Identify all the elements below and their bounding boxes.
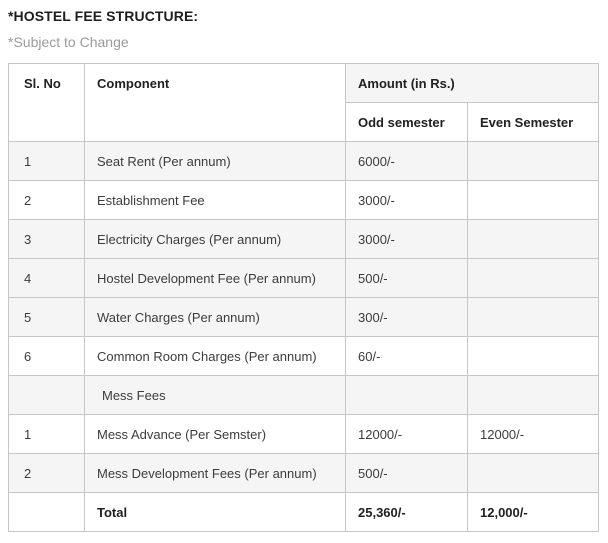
- cell-sl-no: 6: [9, 337, 85, 376]
- cell-sl-no: 5: [9, 298, 85, 337]
- col-header-component: Component: [85, 64, 346, 142]
- cell-even-amount: [468, 298, 599, 337]
- cell-component: Hostel Development Fee (Per annum): [85, 259, 346, 298]
- cell-sl-no: 1: [9, 142, 85, 181]
- cell-sl-no: 2: [9, 181, 85, 220]
- cell-sl-no: [9, 493, 85, 532]
- cell-even-amount: 12,000/-: [468, 493, 599, 532]
- cell-even-amount: [468, 181, 599, 220]
- col-header-amount-group: Amount (in Rs.): [346, 64, 599, 103]
- cell-sl-no: [9, 376, 85, 415]
- table-row-total: [9, 493, 599, 532]
- table-row-electricity-charges: [9, 220, 599, 259]
- col-header-odd-semester: Odd semester: [346, 103, 468, 142]
- cell-odd-amount: [346, 376, 468, 415]
- cell-component: Mess Fees: [85, 376, 346, 415]
- cell-even-amount: [468, 259, 599, 298]
- cell-component: Seat Rent (Per annum): [85, 142, 346, 181]
- page-subtitle: *Subject to Change: [8, 34, 129, 50]
- cell-odd-amount: 60/-: [346, 337, 468, 376]
- cell-sl-no: 2: [9, 454, 85, 493]
- cell-even-amount: [468, 220, 599, 259]
- table-row-hostel-development-fee: [9, 259, 599, 298]
- cell-even-amount: [468, 376, 599, 415]
- cell-odd-amount: 25,360/-: [346, 493, 468, 532]
- cell-sl-no: 3: [9, 220, 85, 259]
- cell-odd-amount: 500/-: [346, 454, 468, 493]
- cell-even-amount: 12000/-: [468, 415, 599, 454]
- header-row-1: [9, 64, 599, 103]
- cell-sl-no: 4: [9, 259, 85, 298]
- cell-sl-no: 1: [9, 415, 85, 454]
- cell-even-amount: [468, 337, 599, 376]
- cell-odd-amount: 6000/-: [346, 142, 468, 181]
- cell-odd-amount: 3000/-: [346, 181, 468, 220]
- cell-component: Establishment Fee: [85, 181, 346, 220]
- table-row-seat-rent: [9, 142, 599, 181]
- page-title: *HOSTEL FEE STRUCTURE:: [8, 8, 199, 24]
- cell-odd-amount: 12000/-: [346, 415, 468, 454]
- table-row-mess-fees-section: [9, 376, 599, 415]
- table-row-common-room-charges: [9, 337, 599, 376]
- col-header-even-semester: Even Semester: [468, 103, 599, 142]
- cell-odd-amount: 3000/-: [346, 220, 468, 259]
- cell-component: Mess Development Fees (Per annum): [85, 454, 346, 493]
- cell-odd-amount: 300/-: [346, 298, 468, 337]
- table-row-mess-development-fees: [9, 454, 599, 493]
- cell-component: Common Room Charges (Per annum): [85, 337, 346, 376]
- col-header-sl-no: Sl. No: [9, 64, 85, 142]
- hostel-fee-table: [8, 63, 599, 532]
- cell-component: Water Charges (Per annum): [85, 298, 346, 337]
- table-row-water-charges: [9, 298, 599, 337]
- cell-component: Mess Advance (Per Semster): [85, 415, 346, 454]
- cell-component: Total: [85, 493, 346, 532]
- cell-even-amount: [468, 142, 599, 181]
- table-row-mess-advance: [9, 415, 599, 454]
- cell-even-amount: [468, 454, 599, 493]
- cell-odd-amount: 500/-: [346, 259, 468, 298]
- table-row-establishment-fee: [9, 181, 599, 220]
- cell-component: Electricity Charges (Per annum): [85, 220, 346, 259]
